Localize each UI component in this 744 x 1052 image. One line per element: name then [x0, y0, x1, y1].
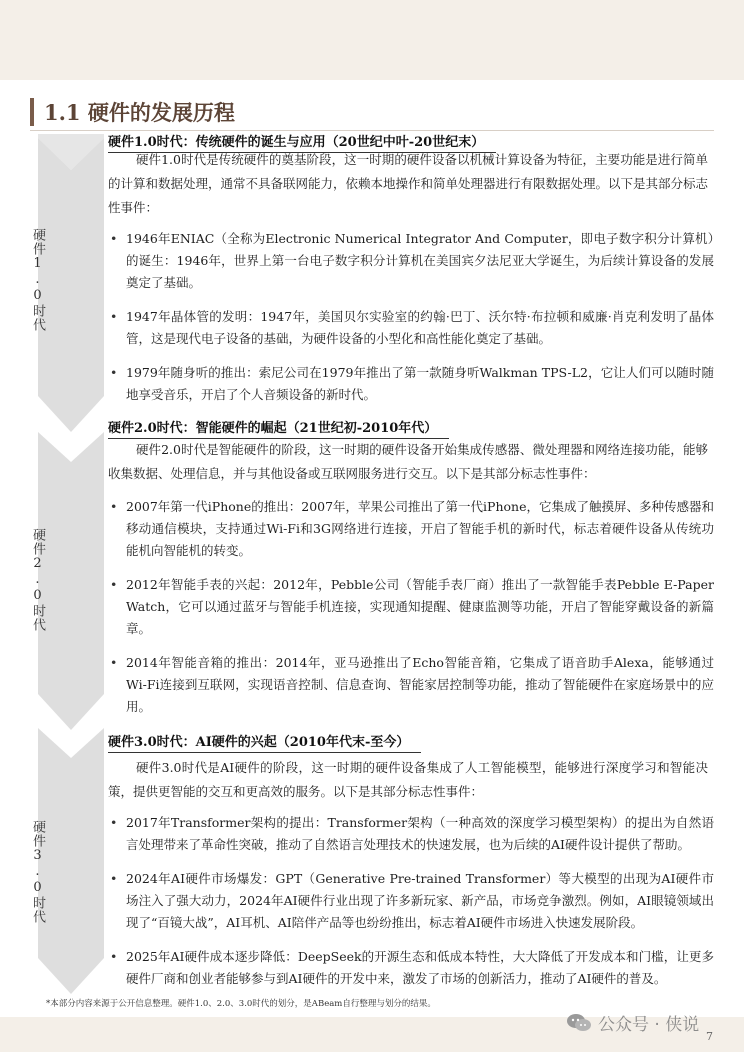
era2-event: • 2014年智能音箱的推出：2014年，亚马逊推出了Echo智能音箱，它集成了语音助手Alexa，能够通过Wi-Fi连接到互联网，实现语音控制、信息查询、智能家居控制等功能，推动了智能硬件在家庭场景中的应用。 — [108, 652, 714, 718]
watermark — [566, 1010, 699, 1035]
era2-intro: 硬件2.0时代是智能硬件的阶段，这一时期的硬件设备开始集成传感器、微处理器和网络连接功能，能够收集数据、处理信息，并与其他设备或互联网服务进行交互。以下是其部分标志性事件： — [108, 442, 708, 481]
era3-heading — [108, 731, 409, 750]
era3-event: • 2024年AI硬件市场爆发：GPT（Generative Pre-trained Transformer）等大模型的出现为AI硬件市场注入了强大动力，2024年AI硬件行业出现了许多新玩家、新产品，市场竞争激烈。例如，AI眼镜领域出现了“百镜大战”，AI耳机、AI陪伴产品等也纷纷推出，标志着AI硬件市场进入快速发展阶段。 — [108, 868, 714, 934]
wechat-icon — [566, 1013, 592, 1033]
era2-label: 硬件2.0时代 — [30, 528, 45, 632]
era3-heading-underline — [108, 752, 421, 753]
header-band — [0, 0, 744, 80]
era3-event: • 2017年Transformer架构的提出：Transformer架构（一种高效的深度学习模型架构）的提出为自然语言处理带来了革命性突破，推动了自然语言处理技术的快速发展，也为后续的AI硬件设计提供了帮助。 — [108, 812, 714, 856]
era1-event: • 1947年晶体管的发明：1947年，美国贝尔实验室的约翰·巴丁、沃尔特·布拉顿和威廉·肖克利发明了晶体管，这是现代电子设备的基础，为硬件设备的小型化和高性能化奠定了基础。 — [108, 306, 714, 350]
era1-heading-text: 硬件1.0时代：传统硬件的诞生与应用（20世纪中叶-20世纪末） — [108, 135, 485, 150]
era1-events — [108, 228, 714, 418]
footnote: *本部分内容来源于公开信息整理。硬件1.0、2.0、3.0时代的划分，是ABeam自行整理与划分的结果。 — [46, 999, 436, 1009]
era3-events — [108, 812, 714, 1002]
page-number: 7 — [706, 1030, 713, 1043]
era2-event: • 2007年第一代iPhone的推出：2007年，苹果公司推出了第一代iPhone，它集成了触摸屏、多种传感器和移动通信模块，支持通过Wi-Fi和3G网络进行连接，开启了智能手机的新时代，标志着硬件设备从传统功能机向智能机的转变。 — [108, 496, 714, 562]
era3-heading-text: 硬件3.0时代：AI硬件的兴起（2010年代末-至今） — [108, 735, 410, 750]
era2-event: • 2012年智能手表的兴起：2012年，Pebble公司（智能手表厂商）推出了一款智能手表Pebble E-Paper Watch，它可以通过蓝牙与智能手机连接，实现通知提醒、健康监测等功能，开启了智能穿戴设备的新篇章。 — [108, 574, 714, 640]
era2-heading-text: 硬件2.0时代：智能硬件的崛起（21世纪初-2010年代） — [108, 421, 438, 436]
era1-event: • 1946年ENIAC（全称为Electronic Numerical Integrator And Computer，即电子数字积分计算机）的诞生：1946年，世界上第一台电子数字积分计算机在美国宾夕法尼亚大学诞生，为后续计算设备的发展奠定了基础。 — [108, 228, 714, 294]
era1-intro: 硬件1.0时代是传统硬件的奠基阶段，这一时期的硬件设备以机械计算设备为特征，主要功能是进行简单的计算和数据处理，通常不具备联网能力，依赖本地操作和简单处理器进行有限数据处理。以下是其部分标志性事件： — [108, 152, 709, 215]
era2-events — [108, 496, 714, 730]
era3-event: • 2025年AI硬件成本逐步降低：DeepSeek的开源生态和低成本特性，大大降低了开发成本和门槛，让更多硬件厂商和创业者能够参与到AI硬件的开发中来，激发了市场的创新活力，推动了AI硬件的普及。 — [108, 946, 714, 990]
page-title: 1.1 硬件的发展历程 — [44, 100, 235, 125]
era2-heading — [108, 417, 437, 436]
era1-event: • 1979年随身听的推出：索尼公司在1979年推出了第一款随身听Walkman TPS-L2，它让人们可以随时随地享受音乐，开启了个人音频设备的新时代。 — [108, 362, 714, 406]
era1-label: 硬件1.0时代 — [30, 228, 45, 332]
era3-label: 硬件3.0时代 — [30, 820, 45, 924]
title-accent-bar — [30, 98, 34, 126]
era3-intro: 硬件3.0时代是AI硬件的阶段，这一时期的硬件设备集成了人工智能模型，能够进行深度学习和智能决策，提供更智能的交互和更高效的服务。以下是其部分标志性事件： — [108, 760, 708, 799]
watermark-text: 公众号 · 侠说 — [598, 1015, 700, 1035]
